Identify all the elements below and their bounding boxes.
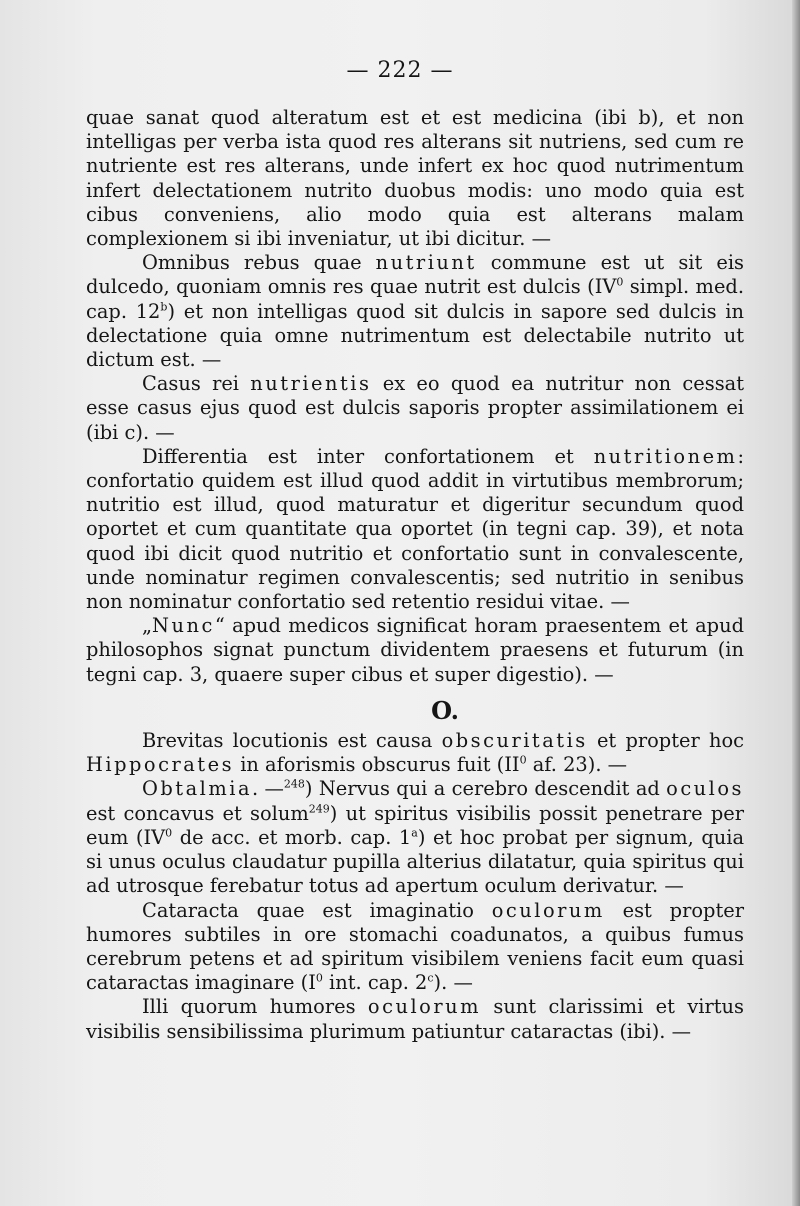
text-run: Brevitas locutionis est causa <box>142 729 442 753</box>
page-number: — 222 — <box>346 58 454 83</box>
spaced-emphasis: oculos <box>666 777 744 801</box>
text-run: et propter hoc <box>587 729 745 753</box>
superscript-note: 0 <box>519 753 527 767</box>
text-run: ) Nervus qui a cerebro descendit ad <box>304 777 667 801</box>
superscript-note: 0 <box>315 971 323 985</box>
text-run: Cataracta quae est imaginatio <box>142 898 492 922</box>
superscript-note: a <box>411 826 418 840</box>
text-run: ) et non intelligas quod sit dulcis in sapore sed dulcis in delectatione quia omne nutrimentum est delectabile nutrito ut dictum est. — <box>86 299 744 372</box>
text-run: Omnibus rebus quae <box>142 251 376 275</box>
superscript-note: c <box>427 971 434 985</box>
text-run: ) et hoc probat per signum, quia si unus oculus claudatur pupilla alterius dilatatur, quia spiritus qui ad utrosque ferebatur totus ad apertum oculum derivatur. — <box>86 825 745 898</box>
spaced-emphasis: Obtalmia <box>142 777 253 801</box>
superscript-note: 0 <box>165 826 173 840</box>
page-edge-shadow <box>792 0 800 1206</box>
text-run: ) ut spiritus visibilis possit penetrare per eum (IV <box>86 801 744 849</box>
text-run: est concavus et solum <box>86 801 309 825</box>
spaced-emphasis: nutrientis <box>250 372 372 396</box>
superscript-note: 249 <box>308 802 330 816</box>
paragraph <box>86 899 744 996</box>
spaced-emphasis: nutritionem <box>593 444 738 468</box>
spaced-emphasis: Nunc <box>152 614 215 638</box>
text-run: Illi quorum humores <box>142 995 368 1019</box>
body-text <box>86 106 744 1044</box>
text-run: . — <box>252 777 284 801</box>
text-run: af. 23). — <box>526 753 628 777</box>
spaced-emphasis: oculorum <box>367 995 481 1019</box>
paragraph <box>86 251 744 372</box>
superscript-note: 248 <box>283 778 305 792</box>
superscript-note: b <box>160 300 168 314</box>
text-run: simpl. med. cap. 12 <box>86 275 744 323</box>
paragraph <box>86 614 744 687</box>
text-run: “ apud medicos significat horam praesentem et apud philosophos signat punctum dividentem praesens et futurum (in tegni cap. 3, quaere super cibus et super digestio). — <box>86 614 744 686</box>
spaced-emphasis: Hippocrates <box>86 753 235 777</box>
spaced-emphasis: oculorum <box>491 898 605 922</box>
superscript-note: 0 <box>616 275 624 289</box>
paragraph <box>86 777 744 898</box>
text-run: „ <box>142 614 153 638</box>
paragraph <box>86 445 744 614</box>
text-run: in aforismis obscurus fuit (II <box>234 753 520 777</box>
paragraph <box>86 995 744 1043</box>
text-run: ). — <box>433 971 473 995</box>
text-run: : confortatio quidem est illud quod addit in virtutibus membrorum; nutritio est illud, quod maturatur et digeritur secundum quod oportet et cum quantitate qua oportet (in tegni cap. 39), et nota quod ibi dicit quod nutritio et confortatio sunt in convalescente, unde nominatur regimen convalescentis; sed nutritio in senibus non nominatur confortatio sed retentio residui vitae. — <box>86 444 744 614</box>
text-run: est propter humores subtiles in ore stomachi coadunatos, a quibus fumus cerebrum petens et ad spiritum visibilem veniens facit eum quasi cataractas imaginare (I <box>86 898 744 995</box>
paragraph <box>86 372 744 445</box>
text-run: Casus rei <box>142 372 251 396</box>
text-run: Differentia est inter confortationem et <box>142 444 594 468</box>
paragraph <box>86 729 744 777</box>
text-run: ex eo quod ea nutritur non cessat esse casus ejus quod est dulcis saporis propter assimilationem ei (ibi c). — <box>86 372 745 444</box>
spaced-emphasis: obscuritatis <box>441 729 588 753</box>
text-run: int. cap. 2 <box>322 971 428 995</box>
paragraph <box>86 106 744 251</box>
text-run: commune est ut sit eis dulcedo, quoniam omnis res quae nutrit est dulcis (IV <box>86 251 744 299</box>
section-letter-heading: O. <box>431 695 459 725</box>
text-run: sunt clarissimi et virtus visibilis sensibilissima plurimum patiuntur cataractas (ibi). — <box>86 995 744 1043</box>
text-run: quae sanat quod alteratum est et est medicina (ibi b), et non intelligas per verba ista quod res alterans sit nutriens, sed cum re nutriente est res alterans, unde infert ex hoc quod nutrimentum infert delectationem nutrito duobus modis: uno modo quia est cibus conveniens, alio modo quia est alterans malam complexionem si ibi inveniatur, ut ibi dicitur. — <box>86 106 744 251</box>
text-run: de acc. et morb. cap. 1 <box>172 825 412 849</box>
spaced-emphasis: nutriunt <box>375 251 477 275</box>
